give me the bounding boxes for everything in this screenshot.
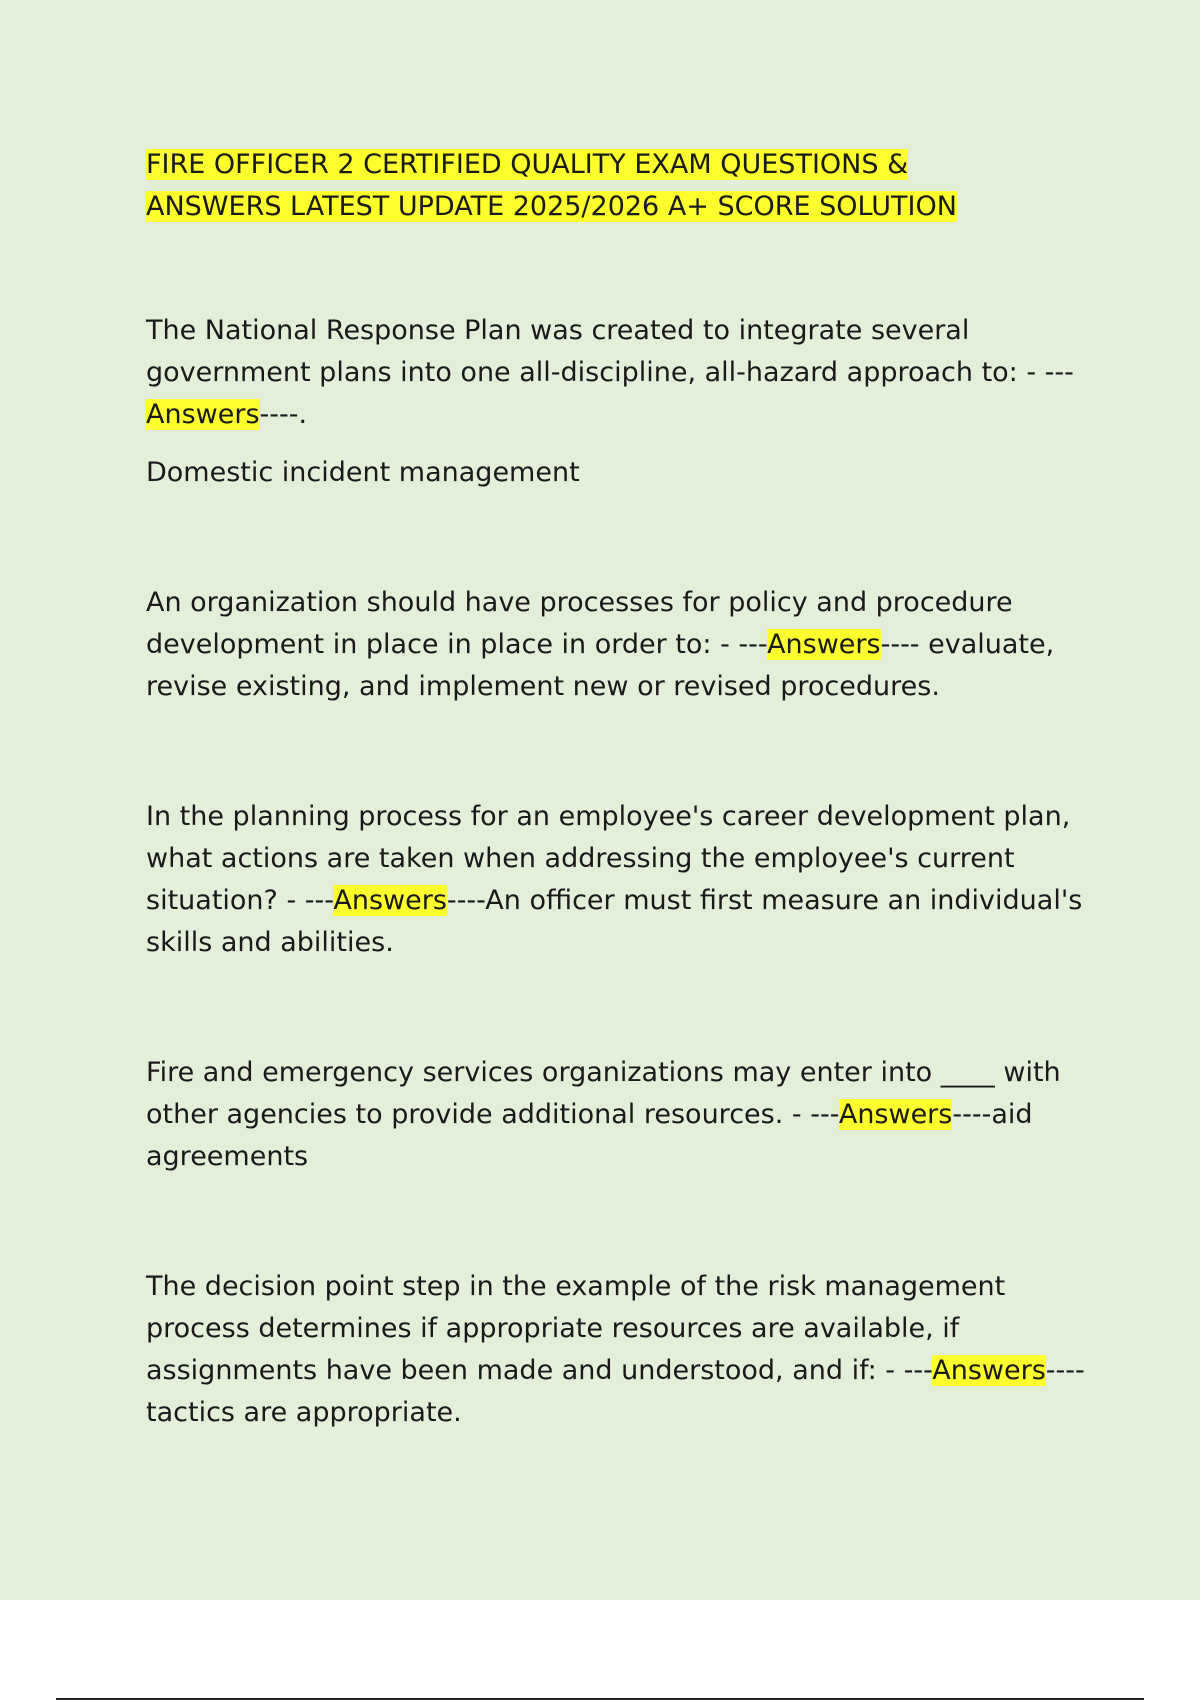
question-text: In the planning process for an employee's career development plan, what actions are taken when addressing the employee's current situation? - ---Answers----An officer must first measure an individual's skills and abilities. — [146, 801, 1083, 958]
document-title — [146, 144, 1096, 228]
qa-item-2 — [146, 582, 1096, 708]
title-line-1: FIRE OFFICER 2 CERTIFIED QUALITY EXAM QUESTIONS & — [146, 149, 909, 180]
document-content — [146, 144, 1096, 1522]
answer-text: Domestic incident management — [146, 457, 580, 488]
answers-marker: Answers — [333, 885, 447, 916]
answers-marker: Answers — [932, 1355, 1046, 1386]
question-text: Fire and emergency services organizations may enter into ____ with other agencies to provide additional resources. - ---Answers----aid agreements — [146, 1057, 1061, 1172]
answers-marker: Answers — [767, 629, 881, 660]
answers-marker: Answers — [838, 1099, 953, 1130]
question-text: The National Response Plan was created to integrate several government plans into one all-discipline, all-hazard approach to: - ---Answers----. — [146, 315, 1074, 430]
title-line-2: ANSWERS LATEST UPDATE 2025/2026 A+ SCORE SOLUTION — [146, 191, 957, 222]
answers-marker: Answers — [146, 399, 260, 430]
question-text: An organization should have processes for policy and procedure development in place in place in order to: - ---Answers---- evaluate, revise existing, and implement new or revised procedures. — [146, 587, 1055, 702]
qa-item-4 — [146, 1052, 1096, 1178]
question-text: The decision point step in the example of the risk management process determines if appropriate resources are available, if assignments have been made and understood, and if: - ---Answers----tactics are appropriate. — [146, 1271, 1085, 1428]
qa-item-1 — [146, 310, 1096, 494]
qa-item-5 — [146, 1266, 1096, 1434]
qa-item-3 — [146, 796, 1096, 964]
